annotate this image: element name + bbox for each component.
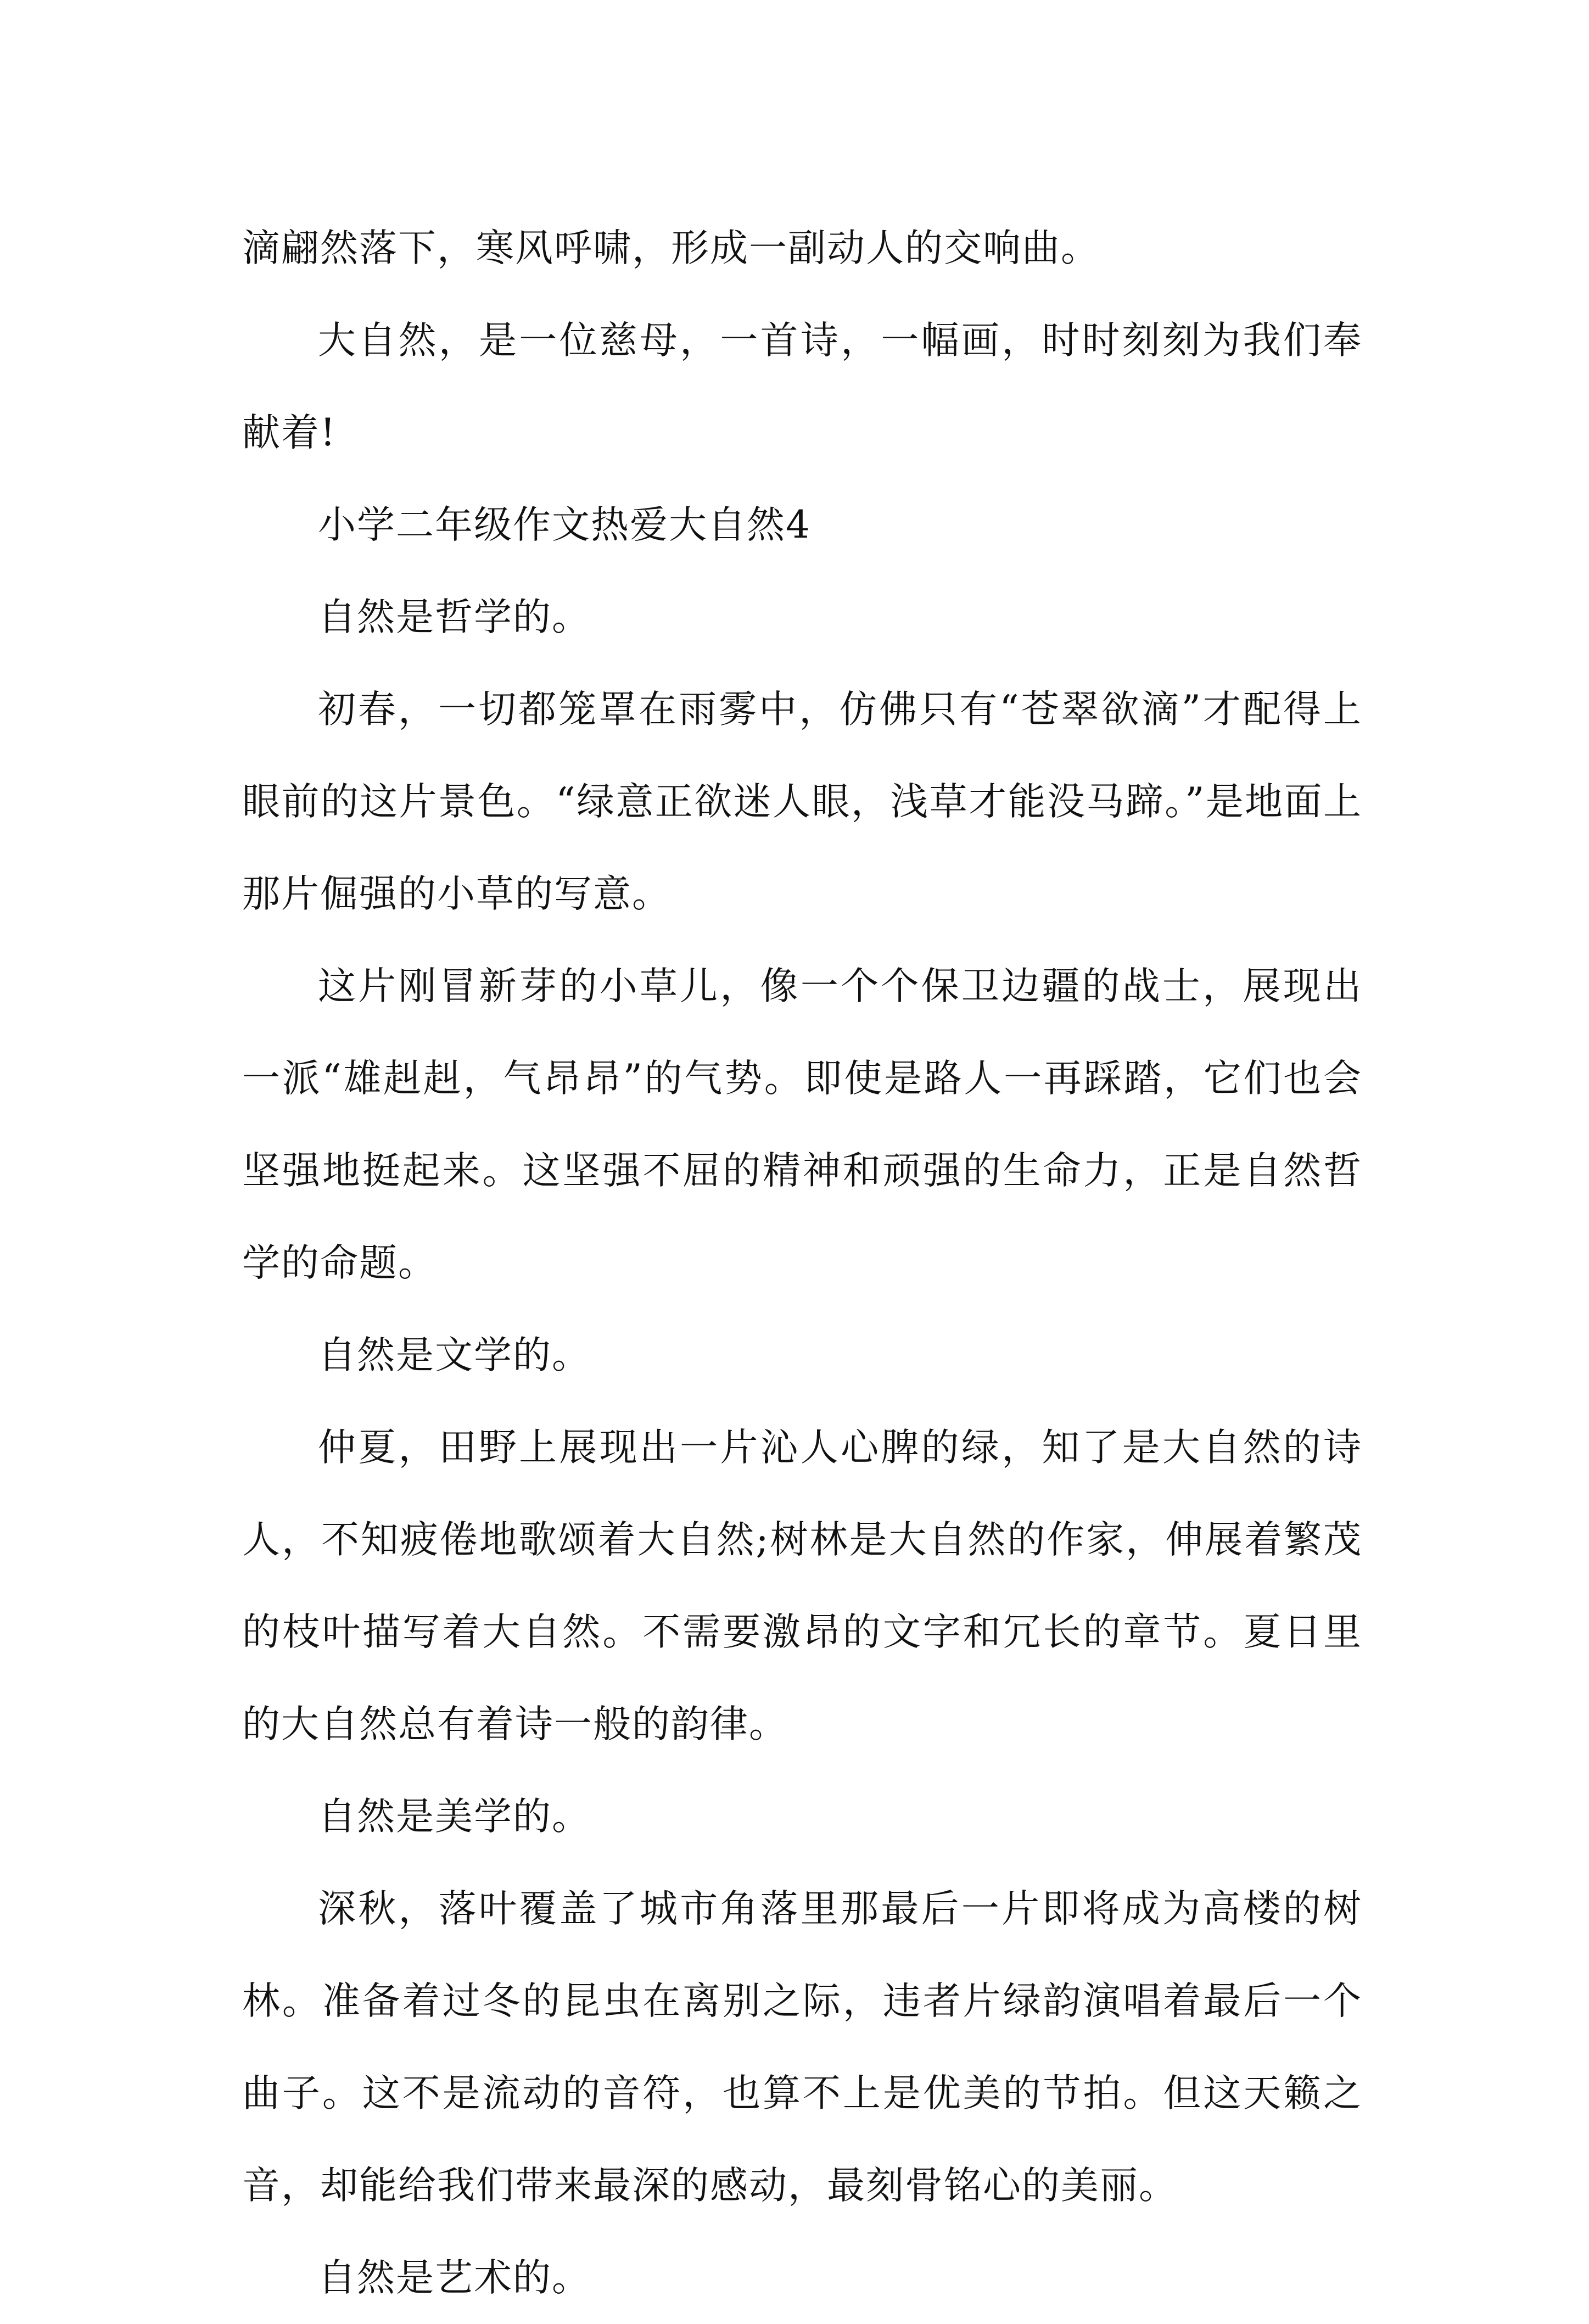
paragraph: 自然是艺术的。 xyxy=(318,2256,591,2300)
paragraph: 自然是文学的。 xyxy=(318,1333,591,1377)
paragraph: 自然是美学的。 xyxy=(318,1795,591,1839)
paragraph: 自然是哲学的。 xyxy=(318,595,591,639)
paragraph-continued: 滴翩然落下，寒风呼啸，形成一副动人的交响曲。 xyxy=(242,226,1100,270)
document-body xyxy=(242,202,1362,2324)
paragraph: 初春，一切都笼罩在雨雾中，仿佛只有“苍翠欲滴”才配得上眼前的这片景色。“绿意正欲迷人眼，浅草才能没马蹄。”是地面上那片倔强的小草的写意。 xyxy=(242,688,1362,916)
paragraph: 仲夏，田野上展现出一片沁人心脾的绿，知了是大自然的诗人，不知疲倦地歌颂着大自然;树林是大自然的作家，伸展着繁茂的枝叶描写着大自然。不需要激昂的文字和冗长的章节。夏日里的大自然总有着诗一般的韵律。 xyxy=(242,1426,1362,1746)
section-heading: 小学二年级作文热爱大自然4 xyxy=(318,503,811,547)
paragraph: 这片刚冒新芽的小草儿，像一个个保卫边疆的战士，展现出一派“雄赳赳，气昂昂”的气势。即使是路人一再踩踏，它们也会坚强地挺起来。这坚强不屈的精神和顽强的生命力，正是自然哲学的命题。 xyxy=(242,964,1362,1285)
paragraph: 深秋，落叶覆盖了城市角落里那最后一片即将成为高楼的树林。准备着过冬的昆虫在离别之际，违者片绿韵演唱着最后一个曲子。这不是流动的音符，也算不上是优美的节拍。但这天籁之音，却能给我们带来最深的感动，最刻骨铭心的美丽。 xyxy=(242,1887,1362,2208)
paragraph: 大自然，是一位慈母，一首诗，一幅画，时时刻刻为我们奉献着! xyxy=(242,319,1362,455)
